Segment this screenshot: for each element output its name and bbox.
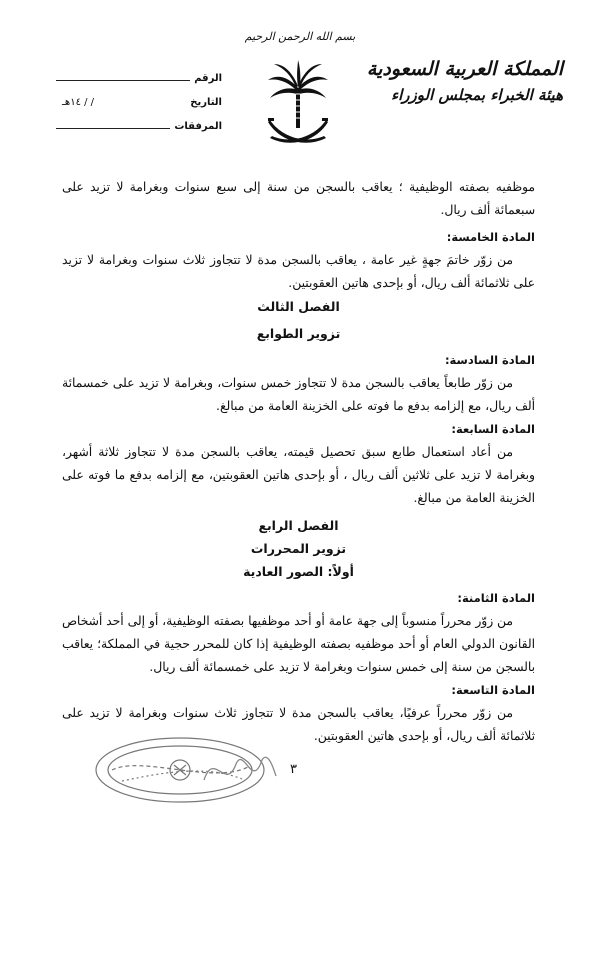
article7-text: من أعاد استعمال طابع سبق تحصيل قيمته، يعاقب بالسجن مدة لا تتجاوز ثلاثة أشهر، وبغرامة لا تزيد على ثلاثين ألف ريال ، أو بإحدى هاتين العقوبتين، مع إلزامه بدفع ما فوته على الخزينة العامة من مبالغ. [62,445,535,505]
chapter4-title: الفصل الرابع [258,518,339,533]
org-country-name: المملكة العربية السعودية [366,58,563,80]
article5-text: من زوّر خاتمَ جهةٍ غير عامة ، يعاقب بالسجن مدة لا تتجاوز ثلاث سنوات وبغرامة لا تزيد على ثلاثمائة ألف ريال، أو بإحدى هاتين العقوبتين. [62,253,535,290]
issuing-organization [353,58,563,104]
org-department-name: هيئة الخبراء بمجلس الوزراء [391,86,563,104]
chapter4-subtitle: تزوير المحررات [250,541,347,556]
article7-heading: المادة السابعة: [451,422,535,436]
attachments-label: المرفقات [174,121,222,132]
date-label: التاريخ [190,97,222,108]
basmala-calligraphy: بسم الله الرحمن الرحيم [244,30,356,43]
section1-title: أولاً: الصور العادية [243,564,354,579]
chapter3-subtitle: تزوير الطوابع [256,326,341,341]
number-field [52,68,222,84]
article6-heading: المادة السادسة: [444,353,535,367]
article5-heading: المادة الخامسة: [446,230,535,244]
article9-heading: المادة التاسعة: [451,683,535,697]
signature-scribble-icon [200,740,280,800]
article8-heading: المادة الثامنة: [457,591,535,605]
number-line [56,79,190,81]
attachments-line [56,127,170,129]
chapter3-title: الفصل الثالث [257,299,340,314]
page-number: ٣ [290,762,297,777]
intro-paragraph: موظفيه بصفته الوظيفية ؛ يعاقب بالسجن من سنة إلى سبع سنوات وبغرامة لا تزيد على سبعمائة ألف ريال. [62,180,535,217]
article8-text: من زوّر محرراً منسوباً إلى جهة عامة أو أحد موظفيها بصفته الوظيفية، أو إلى أحد أشخاص القانون الدولي العام أو أحد موظفيه بصفته الوظيفية إذا كان للمحرر حجية في المملكة؛ يعاقب بالسجن من سنة إلى خمس سنوات وبغرامة لا تزيد على خمسمائة ألف ريال. [62,614,535,674]
palm-and-swords-emblem-icon [262,58,334,150]
date-value: / / ١٤هـ [62,97,95,108]
document-body [62,176,535,748]
attachments-field [52,116,222,132]
article9-text: من زوّر محرراً عرفيًا، يعاقب بالسجن مدة لا تتجاوز ثلاث سنوات وبغرامة لا تزيد على ثلاثمائة ألف ريال، أو بإحدى هاتين العقوبتين. [62,706,535,743]
number-label: الرقم [194,73,222,84]
date-field [52,92,222,108]
article6-text: من زوّر طابعاً يعاقب بالسجن مدة لا تتجاوز خمس سنوات، وبغرامة لا تزيد على خمسمائة ألف ريال، مع إلزامه بدفع ما فوته على الخزينة العامة من مبالغ. [62,376,535,413]
